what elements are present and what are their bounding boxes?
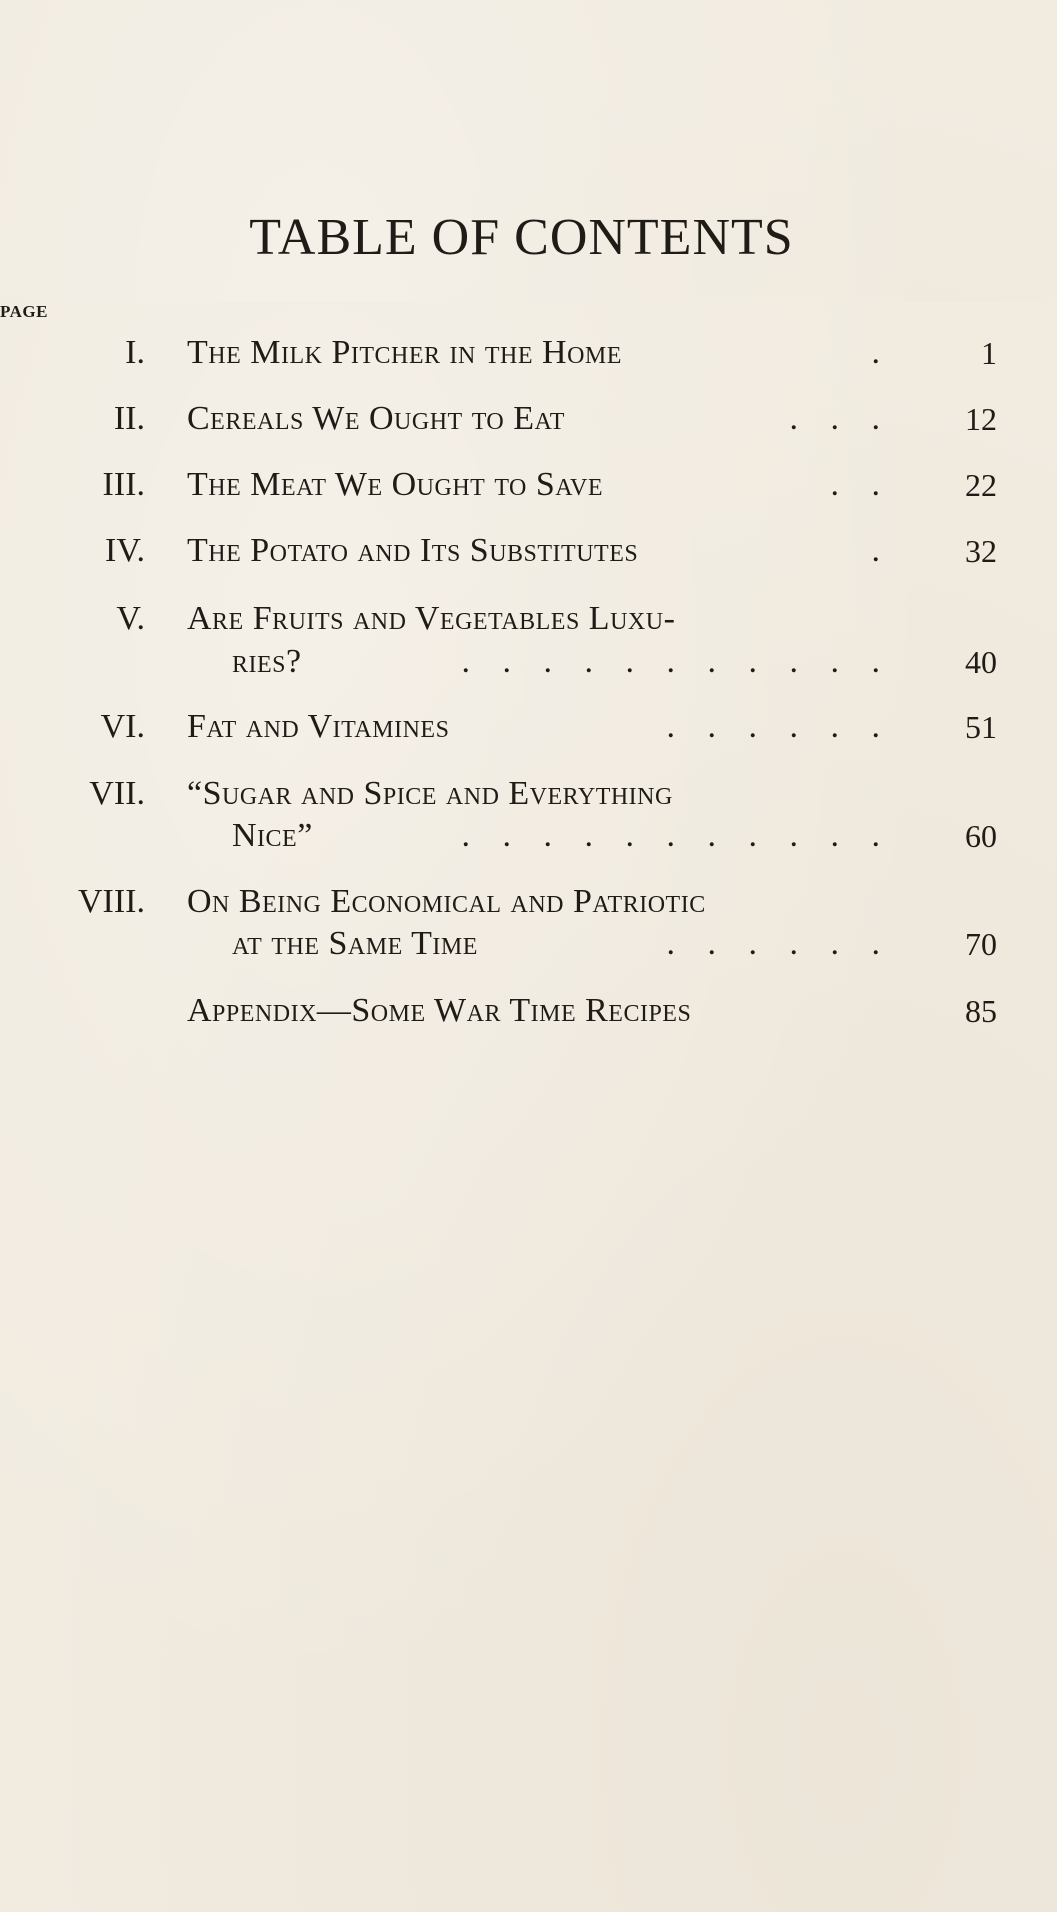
chapter-number: V.: [116, 600, 145, 637]
dot-leader: . .: [830, 466, 892, 503]
page-number: 70: [965, 926, 997, 962]
chapter-number: III.: [102, 466, 145, 503]
page-number: 12: [965, 401, 997, 437]
dot-leader: .: [871, 334, 892, 371]
page-number: 22: [965, 467, 997, 503]
dot-leader: . . .: [789, 400, 892, 437]
appendix-title: Appendix—Some War Time Recipes: [187, 992, 692, 1029]
chapter-title: “Sugar and Spice and Everything: [187, 775, 673, 812]
page-number: 1: [981, 335, 997, 371]
dot-leader: .: [871, 532, 892, 569]
chapter-number: VI.: [100, 708, 145, 745]
page-column-header: PAGE: [0, 302, 1057, 1912]
chapter-number: VIII.: [77, 883, 145, 920]
page-number: 85: [965, 993, 997, 1029]
dot-leader: . . . . . .: [666, 925, 892, 962]
chapter-number: VII.: [89, 775, 145, 812]
page-number: 32: [965, 533, 997, 569]
page-number: 60: [965, 818, 997, 854]
chapter-title-continued: at the Same Time: [232, 925, 478, 962]
chapter-title: The Potato and Its Substitutes: [187, 532, 639, 569]
chapter-title-continued: Nice”: [232, 817, 313, 854]
page-number: 51: [965, 709, 997, 745]
dot-leader: . . . . . . . . . . .: [461, 643, 892, 680]
chapter-title: Fat and Vitamines: [187, 708, 450, 745]
chapter-number: I.: [125, 334, 145, 371]
chapter-title: On Being Economical and Patriotic: [187, 883, 706, 920]
dot-leader: . . . . . . . . . . .: [461, 817, 892, 854]
chapter-number: IV.: [105, 532, 145, 569]
page-title: TABLE OF CONTENTS: [249, 209, 794, 266]
chapter-title: Cereals We Ought to Eat: [187, 400, 565, 437]
chapter-title: The Meat We Ought to Save: [187, 466, 604, 503]
chapter-title: The Milk Pitcher in the Home: [187, 334, 622, 371]
page-number: 40: [965, 644, 997, 680]
chapter-title-continued: ries?: [232, 643, 302, 680]
dot-leader: . . . . . .: [666, 708, 892, 745]
chapter-number: II.: [113, 400, 145, 437]
chapter-title: Are Fruits and Vegetables Luxu-: [187, 600, 676, 637]
